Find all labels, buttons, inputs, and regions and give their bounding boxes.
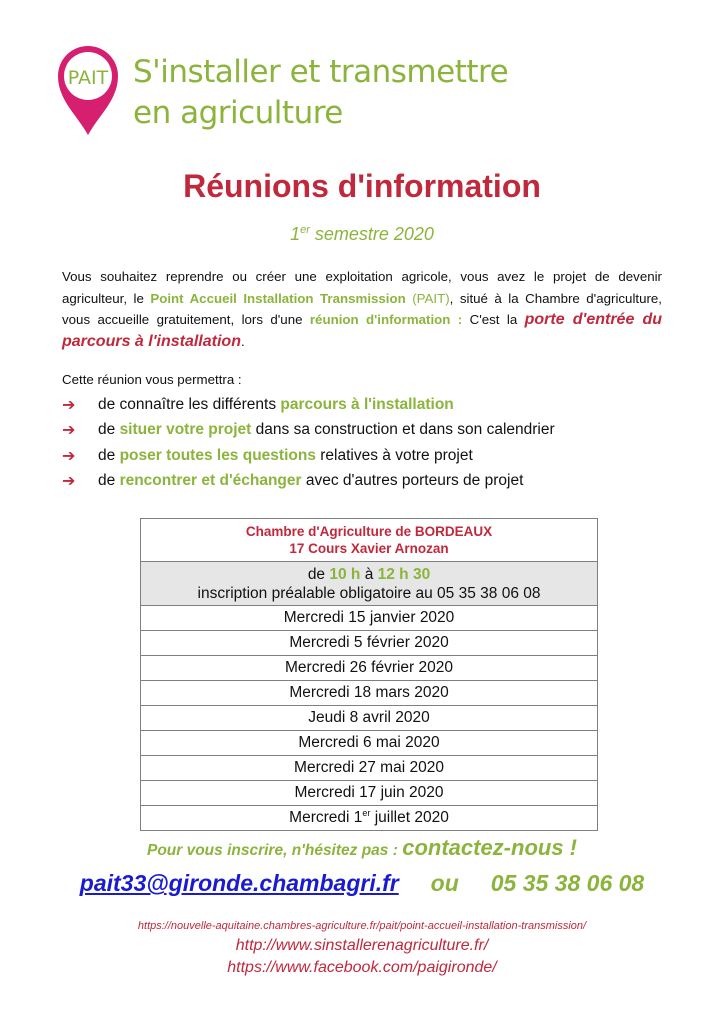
session-date: Mercredi 6 mai 2020 — [141, 731, 598, 756]
benefit-highlight: situer votre projet — [119, 421, 252, 439]
table-row — [141, 756, 598, 781]
last-date-sup: er — [362, 808, 371, 819]
location-address: 17 Cours Xavier Arnozan — [289, 541, 449, 556]
intro-highlight-meeting: réunion d'information : — [309, 312, 463, 327]
benefits-list — [62, 392, 555, 494]
benefit-text-end: dans sa construction et dans son calendrier — [255, 421, 555, 439]
benefit-text: de — [98, 421, 116, 439]
hours-sep: à — [360, 565, 378, 583]
last-date-post: juillet 2020 — [370, 809, 449, 827]
hours-prefix: de — [307, 565, 330, 583]
tagline-line-1: S'installer et transmettre — [133, 54, 509, 90]
benefit-text-end: relatives à votre projet — [320, 446, 473, 464]
subtitle-sup: er — [300, 224, 310, 236]
table-row — [141, 806, 598, 831]
benefit-text-end: avec d'autres porteurs de projet — [305, 472, 524, 490]
session-date: Mercredi 27 mai 2020 — [141, 756, 598, 781]
registration-note: inscription préalable obligatoire au 05 35 38 06 08 — [197, 584, 541, 602]
pait-website-link[interactable]: https://nouvelle-aquitaine.chambres-agriculture.fr/pait/point-accueil-installation-transmission/ — [137, 920, 587, 932]
benefit-item — [62, 469, 555, 495]
subtitle-ordinal: 1 — [290, 224, 301, 244]
subtitle-rest: semestre 2020 — [309, 224, 434, 244]
table-header-row — [141, 519, 598, 562]
table-row — [141, 706, 598, 731]
logo-tagline — [133, 52, 508, 134]
benefit-text: de — [98, 446, 116, 464]
session-date: Mercredi 17 juin 2020 — [141, 781, 598, 806]
session-date: Mercredi 15 janvier 2020 — [141, 606, 598, 631]
benefit-highlight: rencontrer et d'échanger — [119, 472, 302, 490]
arrow-right-icon: ➔ — [62, 447, 76, 465]
facebook-link[interactable]: https://www.facebook.com/paigironde/ — [227, 959, 497, 976]
cta-text: Pour vous inscrire, n'hésitez pas : — [146, 842, 403, 859]
table-row — [141, 656, 598, 681]
benefit-text: de — [98, 472, 116, 490]
page-subtitle — [0, 224, 724, 245]
benefit-item — [62, 443, 555, 469]
benefit-highlight: poser toutes les questions — [119, 446, 316, 464]
session-date: Mercredi 18 mars 2020 — [141, 681, 598, 706]
location-name: Chambre d'Agriculture de BORDEAUX — [245, 524, 493, 539]
intro-highlight-gateway: porte d'entrée du parcours à l'installation — [62, 311, 663, 350]
sessions-table — [140, 518, 598, 831]
session-date: Mercredi 5 février 2020 — [141, 631, 598, 656]
email-link[interactable]: pait33@gironde.chambagri.fr — [79, 870, 399, 896]
contact-phone: 05 35 38 06 08 — [490, 870, 645, 896]
benefit-highlight: parcours à l'installation — [280, 395, 454, 413]
hours-end: 12 h 30 — [377, 565, 431, 583]
intro-text-2: , situé à la Chambre d'agriculture, vous accueille gratuitement, lors d'une — [62, 290, 663, 327]
hours-start: 10 h — [329, 565, 361, 583]
table-row — [141, 631, 598, 656]
location-cell — [141, 519, 598, 562]
intro-text-1: Vous souhaitez reprendre ou créer une exploitation agricole, vous avez le projet de devenir agriculteur, le — [62, 269, 662, 306]
links-block — [0, 918, 724, 979]
benefit-item — [62, 392, 555, 418]
contact-or: ou — [430, 870, 459, 896]
call-to-action — [0, 835, 724, 861]
session-date — [141, 806, 598, 831]
benefits-lead: Cette réunion vous permettra : — [62, 372, 242, 387]
cta-big: contactez-nous ! — [402, 835, 577, 860]
table-row — [141, 606, 598, 631]
arrow-right-icon: ➔ — [62, 473, 76, 491]
intro-paragraph — [62, 266, 662, 352]
last-date-pre: Mercredi 1 — [289, 809, 363, 827]
sinstaller-website-link[interactable]: http://www.sinstallerenagriculture.fr/ — [235, 937, 489, 954]
tagline-line-2: en agriculture — [133, 95, 343, 131]
benefit-text: de connaître les différents — [98, 395, 277, 413]
table-row — [141, 681, 598, 706]
intro-highlight-pait: Point Accueil Installation Transmission — [150, 290, 406, 306]
hours-row — [141, 562, 598, 606]
logo-badge-text: PAIT — [67, 67, 109, 89]
table-row — [141, 731, 598, 756]
intro-highlight-acronym: (PAIT) — [405, 290, 450, 306]
arrow-right-icon: ➔ — [62, 422, 76, 440]
session-date: Jeudi 8 avril 2020 — [141, 706, 598, 731]
page-title: Réunions d'information — [183, 168, 541, 204]
hours-line — [141, 565, 597, 584]
table-row — [141, 781, 598, 806]
hours-cell — [141, 562, 598, 606]
session-date: Mercredi 26 février 2020 — [141, 656, 598, 681]
contact-line — [0, 870, 724, 897]
arrow-right-icon: ➔ — [62, 396, 76, 414]
pait-logo — [55, 45, 121, 137]
intro-text-3: C'est la — [462, 312, 525, 327]
intro-text-4: . — [240, 333, 245, 349]
benefit-item — [62, 418, 555, 444]
